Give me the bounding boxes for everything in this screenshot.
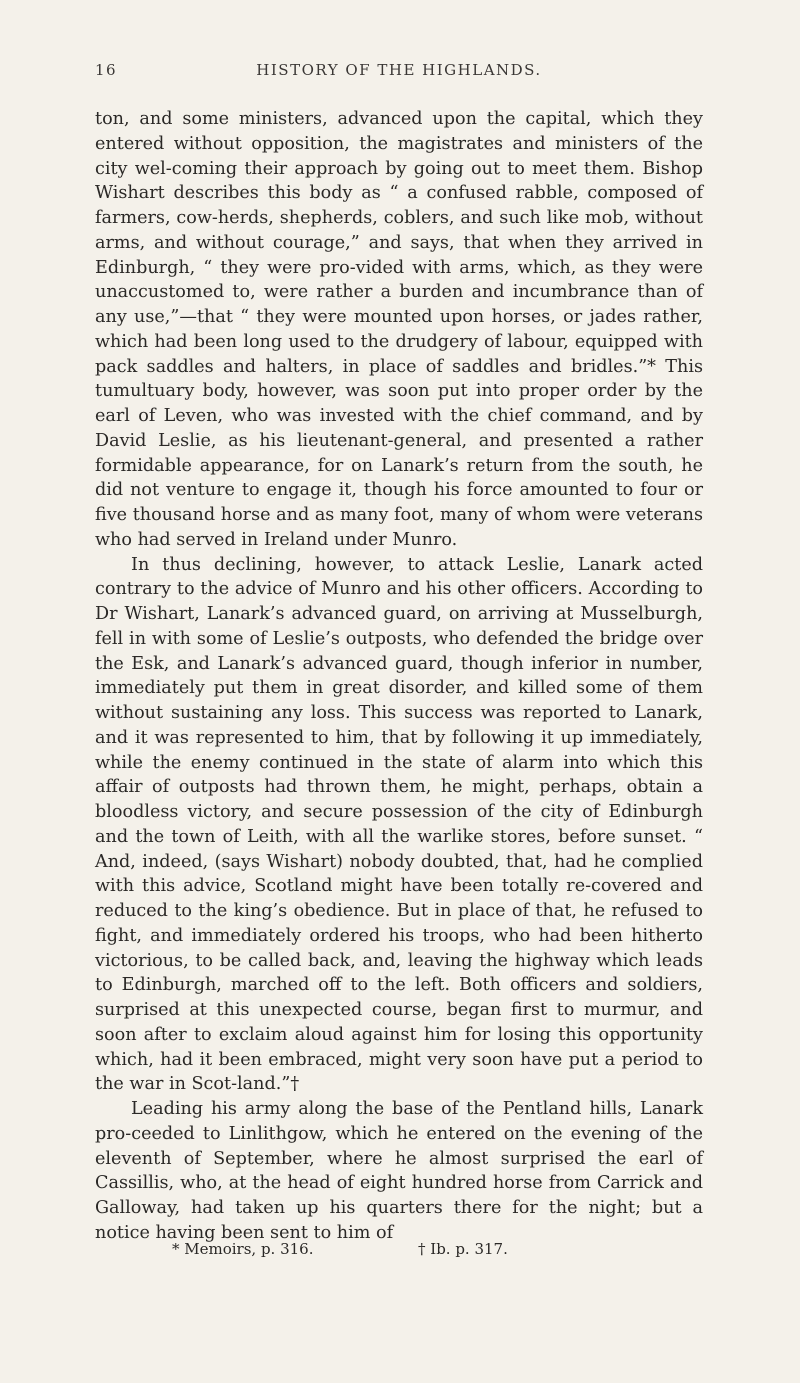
footnote: * Memoirs, p. 316. (172, 1240, 314, 1258)
running-head (95, 61, 703, 85)
paragraph: Leading his army along the base of the Pentland hills, Lanark pro-ceeded to Linlithgow, which he entered on the evening of the eleventh of September, where he almost surprised the earl of Cassillis, who, at the head of eight hundred horse from Carrick and Galloway, had taken up his quarters there for the night; but a notice having been sent to him of (95, 1099, 703, 1243)
paragraph: In thus declining, however, to attack Leslie, Lanark acted contrary to the advice of Munro and his other officers. According to Dr Wishart, Lanark’s advanced guard, on arriving at Musselburgh, fell in with some of Leslie’s outposts, who defended the bridge over the Esk, and Lanark’s advanced guard, though inferior in number, immediately put them in great disorder, and killed some of them without sustaining any loss. This success was reported to Lanark, and it was represented to him, that by following it up immediately, while the enemy continued in the state of alarm into which this affair of outposts had thrown them, he might, perhaps, obtain a bloodless victory, and secure possession of the city of Edinburgh and the town of Leith, with all the warlike stores, before sunset. “ And, indeed, (says Wishart) nobody doubted, that, had he complied with this advice, Scotland might have been totally re-covered and reduced to the king’s obedience. But in place of that, he refused to fight, and immediately ordered his troops, who had been hitherto victorious, to be called back, and, leaving the highway which leads to Edinburgh, marched off to the left. Both officers and soldiers, surprised at this unexpected course, began first to murmur, and soon after to exclaim aloud against him for losing this opportunity which, had it been embraced, might very soon have put a period to the war in Scot-land.”† (95, 554, 703, 1095)
body-text (95, 107, 703, 1246)
footnotes (95, 1240, 703, 1262)
paragraph-continued: ton, and some ministers, advanced upon the capital, which they entered without opposition, the magistrates and ministers of the city wel-coming their approach by going out to meet them. Bishop Wishart describes this body as “ a confused rabble, composed of farmers, cow-herds, shepherds, coblers, and such like mob, without arms, and without courage,” and says, that when they arrived in Edinburgh, “ they were pro-vided with arms, which, as they were unaccustomed to, were rather a burden and incumbrance than of any use,”—that “ they were mounted upon horses, or jades rather, which had been long used to the drudgery of labour, equipped with pack saddles and halters, in place of saddles and bridles.”* This tumultuary body, however, was soon put into proper order by the earl of Leven, who was invested with the chief command, and by David Leslie, as his lieutenant-general, and presented a rather formidable appearance, for on Lanark’s return from the south, he did not venture to engage it, though his force amounted to four or five thousand horse and as many foot, many of whom were veterans who had served in Ireland under Munro. (95, 109, 703, 550)
running-title: HISTORY OF THE HIGHLANDS. (256, 61, 542, 79)
page-number: 16 (95, 61, 118, 79)
footnote: † Ib. p. 317. (418, 1240, 508, 1258)
